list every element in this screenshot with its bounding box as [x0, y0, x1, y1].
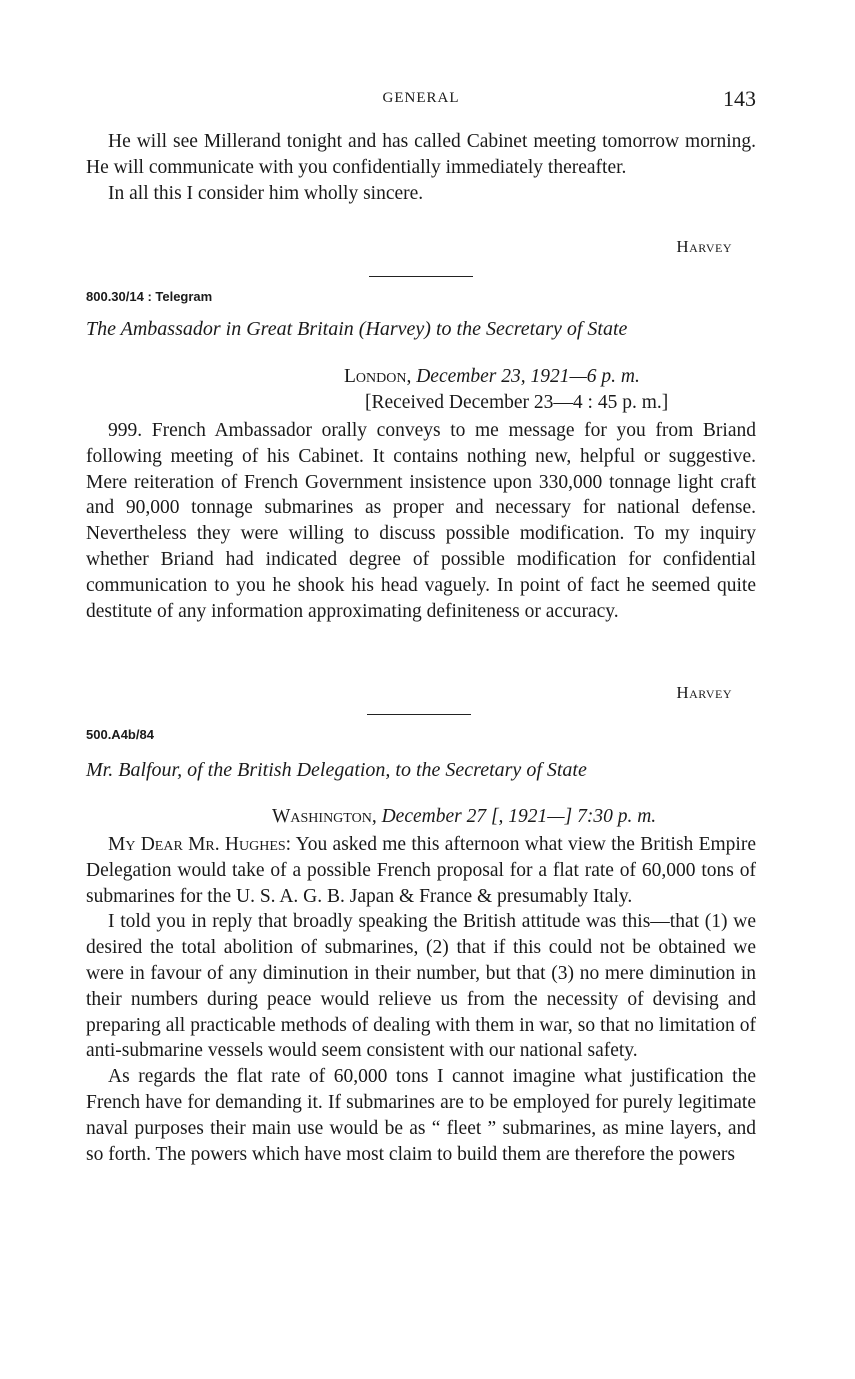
- salutation: My Dear Mr. Hughes:: [108, 834, 292, 855]
- running-title: GENERAL: [382, 90, 460, 106]
- dateline-place: Washington,: [272, 806, 377, 827]
- received-note: [Received December 23—4 : 45 p. m.]: [365, 392, 669, 413]
- signature: Harvey: [676, 237, 732, 256]
- page-number: 143: [723, 86, 756, 111]
- dateline-place: London,: [344, 366, 412, 387]
- section-divider: [369, 276, 473, 277]
- telegram-body: [86, 418, 756, 624]
- paragraph-text: You asked me this afternoon what view the British Empire Delegation would take of a possible French proposal for a flat rate of 60,000 tons of submarines for the U. S. A. G. B. Japan & France & presumably Italy.: [86, 834, 756, 907]
- dateline: [272, 806, 656, 828]
- paragraph: As regards the flat rate of 60,000 tons I cannot imagine what justification the French have for demanding it. If submarines are to be employed for purely legitimate naval purposes their main use would be as “ fleet ” submarines, as mine layers, and so forth. The powers which have most claim to build them are therefore the powers: [86, 1066, 756, 1165]
- signature: Harvey: [676, 683, 732, 702]
- letter-body: [86, 832, 756, 1167]
- file-reference: 500.A4b/84: [86, 727, 154, 742]
- paragraph: 999. French Ambassador orally conveys to me message for you from Briand following meeting of his Cabinet. It contains nothing new, helpful or suggestive. Mere reiteration of French Government insistence upon 330,000 tonnage light craft and 90,000 tonnage submarines as proper and necessary for national defense. Nevertheless they were willing to discuss possible modification. To my inquiry whether Briand had indicated degree of possible modification for confidential communication to you he shook his head vaguely. In point of fact he seemed quite destitute of any information approximating definiteness or accuracy.: [86, 420, 756, 622]
- section-divider: [367, 714, 471, 715]
- paragraph: He will see Millerand tonight and has called Cabinet meeting tomorrow morning. He will communicate with you confidentially immediately thereafter.: [86, 131, 756, 178]
- dateline: [344, 366, 640, 388]
- running-header: [86, 88, 756, 114]
- dateline-date: December 27 [, 1921—] 7:30 p. m.: [381, 806, 657, 827]
- document-heading: Mr. Balfour, of the British Delegation, to the Secretary of State: [86, 759, 587, 781]
- paragraph: In all this I consider him wholly sincere.: [108, 182, 424, 204]
- paragraph: [86, 832, 756, 909]
- continuation-text: [86, 129, 756, 206]
- paragraph: I told you in reply that broadly speaking the British attitude was this—that (1) we desired the total abolition of submarines, (2) that if this could not be obtained we were in favour of any diminution in their number, but that (3) no mere diminution in their numbers during peace would relieve us from the necessity of devising and preparing all practicable methods of dealing with them in war, so that no limitation of anti-submarine vessels would seem consistent with our national safety.: [86, 911, 756, 1062]
- dateline-date: December 23, 1921—6 p. m.: [416, 366, 640, 387]
- file-reference: 800.30/14 : Telegram: [86, 289, 213, 304]
- document-heading: The Ambassador in Great Britain (Harvey) to the Secretary of State: [86, 318, 628, 340]
